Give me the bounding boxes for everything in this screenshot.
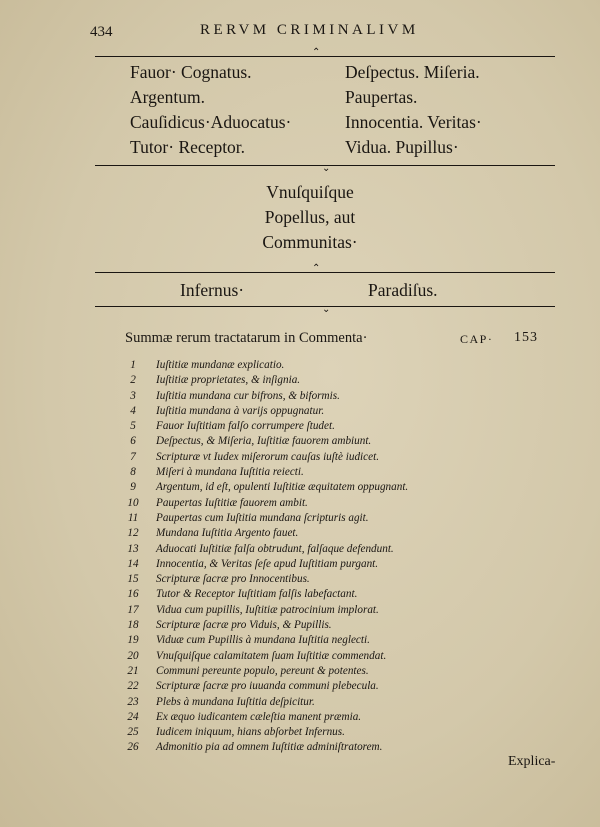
entry-text: Scripturæ vt Iudex miſerorum cauſas iuſtè iudicet. — [156, 450, 379, 463]
cap-number: 153 — [514, 330, 538, 345]
entry-text: Iuſtitiæ proprietates, & inſignia. — [156, 374, 301, 387]
summary-entry — [120, 450, 500, 465]
table2-top-rule-mark: ⌃ — [312, 263, 321, 274]
entry-number: 13 — [127, 542, 139, 555]
entry-text: Iuſtitia mundana à varijs oppugnatur. — [156, 404, 325, 417]
entry-text: Plebs à mundana Iuſtitia deſpicitur. — [156, 695, 315, 708]
table1-row-left: Fauor· Cognatus. — [130, 62, 252, 82]
summary-entry — [120, 695, 500, 710]
table2-top-rule — [95, 272, 555, 273]
summary-entry — [120, 465, 500, 480]
summary-entry — [120, 358, 500, 373]
entry-number: 25 — [127, 726, 139, 739]
summary-entry — [120, 725, 500, 740]
entry-text: Scripturæ ſacræ pro Viduis, & Pupillis. — [156, 619, 332, 632]
entry-number: 15 — [127, 573, 139, 586]
summary-entry — [120, 511, 500, 526]
summary-entry — [120, 649, 500, 664]
entry-number: 12 — [127, 527, 139, 540]
summary-entry — [120, 404, 500, 419]
summary-entry — [120, 618, 500, 633]
entry-text: Vidua cum pupillis, Iuſtitiæ patrocinium implorat. — [156, 603, 379, 616]
summary-entry — [120, 373, 500, 388]
entry-number: 3 — [130, 389, 136, 402]
catchword: Explica- — [508, 754, 556, 769]
entry-text: Mundana Iuſtitia Argento fauet. — [156, 527, 299, 540]
summary-entry — [120, 572, 500, 587]
entry-number: 10 — [127, 496, 139, 509]
center-line: Communitas· — [262, 232, 358, 252]
entry-number: 26 — [127, 741, 139, 754]
page-header — [90, 20, 550, 44]
entry-text: Innocentia, & Veritas ſeſe apud Iuſtitiam purgant. — [156, 557, 379, 570]
cap-label: CAP· — [460, 332, 494, 346]
entry-text: Paupertas cum Iuſtitia mundana ſcripturis agit. — [156, 511, 369, 524]
entry-text: Aduocati Iuſtitiæ falſa obtrudunt, falſaque defendunt. — [156, 542, 394, 555]
summary-entry — [120, 496, 500, 511]
entry-number: 20 — [127, 649, 139, 662]
entry-number: 5 — [130, 420, 136, 433]
entry-text: Deſpectus, & Miſeria, Iuſtitiæ fauorem ambiunt. — [156, 435, 372, 448]
table2-right: Paradiſus. — [368, 280, 438, 300]
entry-number: 4 — [130, 404, 136, 417]
entry-text: Iuſtitiæ mundanæ explicatio. — [156, 359, 285, 371]
table1-top-rule-mark: ⌃ — [312, 47, 321, 58]
entry-number: 1 — [130, 359, 136, 371]
entry-text: Paupertas Iuſtitiæ fauorem ambit. — [156, 496, 308, 509]
table1-top-rule — [95, 56, 555, 57]
summary-entry — [120, 664, 500, 679]
summary-entry — [120, 557, 500, 572]
summary-heading: Summæ rerum tractatarum in Commenta· — [125, 330, 368, 346]
entry-number: 24 — [127, 710, 139, 723]
entry-text: Fauor Iuſtitiam falſo corrumpere ſtudet. — [156, 420, 335, 433]
summary-entry — [120, 419, 500, 434]
table1-row-right: Deſpectus. Miſeria. — [345, 62, 480, 82]
entry-text: Viduæ cum Pupillis à mundana Iuſtitia neglecti. — [156, 634, 370, 647]
entry-text: Scripturæ ſacræ pro iuuanda communi plebecula. — [156, 680, 379, 693]
summary-entry — [120, 679, 500, 694]
entry-text: Ex æquo iudicantem cæleſtia manent præmia. — [156, 710, 362, 723]
entry-text: Iudicem iniquum, hians abſorbet Infernus. — [156, 726, 345, 739]
table2-left: Infernus· — [180, 280, 245, 300]
summary-entry — [120, 587, 500, 602]
table1-row-left: Cauſidicus·Aduocatus· — [130, 112, 292, 132]
entry-text: Miſeri à mundana Iuſtitia reiecti. — [156, 466, 304, 479]
entry-number: 7 — [130, 450, 136, 463]
table1-row-left: Tutor· Receptor. — [130, 137, 246, 157]
entry-number: 14 — [127, 557, 139, 570]
entry-number: 21 — [127, 664, 139, 677]
center-line: Popellus, aut — [264, 207, 356, 227]
entry-number: 6 — [130, 435, 136, 448]
summary-entry — [120, 633, 500, 648]
entry-number: 2 — [130, 374, 136, 387]
entry-number: 19 — [127, 634, 139, 647]
summary-entries — [120, 358, 500, 756]
summary-entry — [120, 480, 500, 495]
entry-number: 8 — [130, 466, 136, 479]
summary-entry — [120, 740, 500, 755]
center-line: Vnuſquiſque — [266, 182, 354, 202]
entry-text: Communi pereunte populo, pereunt & potentes. — [156, 664, 369, 677]
entry-number: 9 — [130, 481, 136, 494]
entry-number: 17 — [127, 603, 139, 616]
table1-row-right: Innocentia. Veritas· — [345, 112, 482, 132]
entry-number: 18 — [127, 619, 139, 632]
entry-text: Scripturæ ſacræ pro Innocentibus. — [156, 573, 310, 586]
page-number: 434 — [90, 24, 113, 40]
entry-text: Vnuſquiſque calamitatem ſuam Iuſtitiæ commendat. — [156, 649, 387, 662]
summary-entry — [120, 434, 500, 449]
entry-text: Tutor & Receptor Iuſtitiam falſis labefactant. — [156, 588, 358, 601]
table1-row-right: Paupertas. — [345, 87, 418, 107]
table1-bottom-rule-mark: ⌄ — [322, 163, 331, 174]
entry-number: 11 — [127, 511, 139, 524]
entry-number: 16 — [127, 588, 139, 601]
entry-text: Argentum, id eſt, opulenti Iuſtitiæ æquitatem oppugnant. — [156, 481, 409, 494]
table1-row-right: Vidua. Pupillus· — [345, 137, 459, 157]
summary-entry — [120, 710, 500, 725]
entry-text: Iuſtitia mundana cur bifrons, & biformis. — [156, 389, 340, 402]
summary-entry — [120, 526, 500, 541]
table1-row-left: Argentum. — [130, 87, 206, 107]
summary-entry — [120, 603, 500, 618]
entry-number: 23 — [127, 695, 139, 708]
summary-entry — [120, 542, 500, 557]
running-title: RERVM CRIMINALIVM — [200, 22, 419, 38]
entry-text: Admonitio pia ad omnem Iuſtitiæ adminiſtratorem. — [156, 741, 383, 754]
table2-bottom-rule-mark: ⌄ — [322, 304, 331, 315]
summary-entry — [120, 389, 500, 404]
entry-number: 22 — [127, 680, 139, 693]
